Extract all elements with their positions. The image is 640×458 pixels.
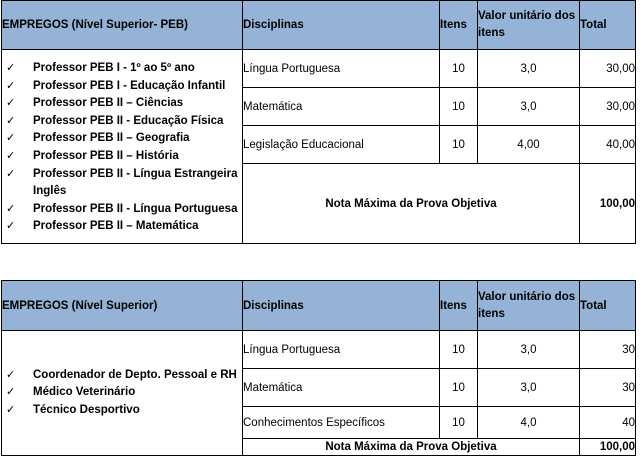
job-list-cell — [2, 50, 243, 244]
checkmark-icon: ✓ — [6, 62, 16, 75]
job-list-cell — [2, 331, 243, 456]
checkmark-icon: ✓ — [6, 79, 16, 92]
itens-cell: 10 — [440, 88, 478, 126]
job-label: Professor PEB II - Língua Portuguesa — [33, 202, 238, 215]
header-disciplinas: Disciplinas — [243, 281, 440, 331]
checkmark-icon: ✓ — [6, 220, 16, 233]
job-item — [2, 60, 242, 78]
checkmark-icon: ✓ — [6, 97, 16, 110]
valor-cell: 3,0 — [478, 331, 580, 369]
job-item — [2, 201, 242, 219]
disciplina-cell: Língua Portuguesa — [243, 331, 440, 369]
disciplina-cell: Língua Portuguesa — [243, 50, 440, 88]
job-item — [2, 113, 242, 131]
header-valor-unitario: Valor unitário dos itens — [478, 1, 580, 50]
job-item — [2, 402, 242, 420]
nota-maxima-total: 100,00 — [580, 439, 636, 456]
valor-cell: 3,0 — [478, 50, 580, 88]
job-item — [2, 148, 242, 166]
header-itens: Itens — [440, 281, 478, 331]
header-empregos: EMPREGOS (Nível Superior) — [2, 281, 243, 331]
job-list — [2, 367, 242, 420]
checkmark-icon: ✓ — [6, 150, 16, 162]
checkmark-icon: ✓ — [6, 167, 16, 180]
checkmark-icon: ✓ — [6, 403, 16, 416]
exam-table-peb — [1, 0, 636, 244]
valor-cell: 4,00 — [478, 126, 580, 164]
job-item — [2, 166, 242, 201]
job-label: Professor PEB II – História — [33, 150, 179, 162]
job-label: Técnico Desportivo — [33, 403, 140, 416]
total-cell: 40,00 — [580, 126, 636, 164]
job-label: Professor PEB II – Geografia — [33, 132, 190, 145]
nota-maxima-total: 100,00 — [580, 164, 636, 244]
total-cell: 40 — [580, 407, 636, 439]
header-disciplinas: Disciplinas — [243, 1, 440, 50]
total-cell: 30 — [580, 331, 636, 369]
job-label: Professor PEB II - Língua Estrangeira Inglês — [33, 167, 238, 198]
job-label: Professor PEB I - 1º ao 5º ano — [33, 62, 195, 75]
itens-cell: 10 — [440, 50, 478, 88]
job-item — [2, 218, 242, 236]
header-empregos: EMPREGOS (Nível Superior- PEB) — [2, 1, 243, 50]
total-cell: 30,00 — [580, 50, 636, 88]
disciplina-cell: Matemática — [243, 369, 440, 407]
nota-maxima-label: Nota Máxima da Prova Objetiva — [243, 439, 580, 456]
checkmark-icon: ✓ — [6, 114, 16, 127]
valor-cell: 3,0 — [478, 369, 580, 407]
nota-maxima-label: Nota Máxima da Prova Objetiva — [243, 164, 580, 244]
job-label: Coordenador de Depto. Pessoal e RH — [33, 368, 237, 381]
disciplina-cell: Conhecimentos Específicos — [243, 407, 440, 439]
itens-cell: 10 — [440, 407, 478, 439]
header-row — [2, 1, 636, 50]
job-label: Professor PEB II - Educação Física — [33, 114, 224, 127]
disciplina-cell: Matemática — [243, 88, 440, 126]
header-row — [2, 281, 636, 331]
job-item — [2, 130, 242, 148]
exam-table-superior — [1, 280, 636, 456]
itens-cell: 10 — [440, 331, 478, 369]
job-item — [2, 95, 242, 113]
checkmark-icon: ✓ — [6, 202, 16, 215]
itens-cell: 10 — [440, 369, 478, 407]
checkmark-icon: ✓ — [6, 368, 16, 381]
disciplina-cell: Legislação Educacional — [243, 126, 440, 164]
job-label: Professor PEB I - Educação Infantil — [33, 79, 226, 92]
checkmark-icon: ✓ — [6, 132, 16, 145]
table-row — [2, 50, 636, 88]
job-list — [2, 60, 242, 236]
job-item — [2, 367, 242, 385]
header-total: Total — [580, 1, 636, 50]
total-cell: 30,00 — [580, 88, 636, 126]
total-cell: 30 — [580, 369, 636, 407]
header-itens: Itens — [440, 1, 478, 50]
job-item — [2, 384, 242, 402]
table-row — [2, 331, 636, 369]
job-label: Professor PEB II – Ciências — [33, 97, 184, 110]
job-label: Professor PEB II – Matemática — [33, 220, 199, 233]
valor-cell: 4,0 — [478, 407, 580, 439]
header-total: Total — [580, 281, 636, 331]
job-item — [2, 78, 242, 96]
header-valor-unitario: Valor unitário dos itens — [478, 281, 580, 331]
job-label: Médico Veterinário — [33, 386, 136, 399]
checkmark-icon: ✓ — [6, 386, 16, 399]
valor-cell: 3,0 — [478, 88, 580, 126]
itens-cell: 10 — [440, 126, 478, 164]
